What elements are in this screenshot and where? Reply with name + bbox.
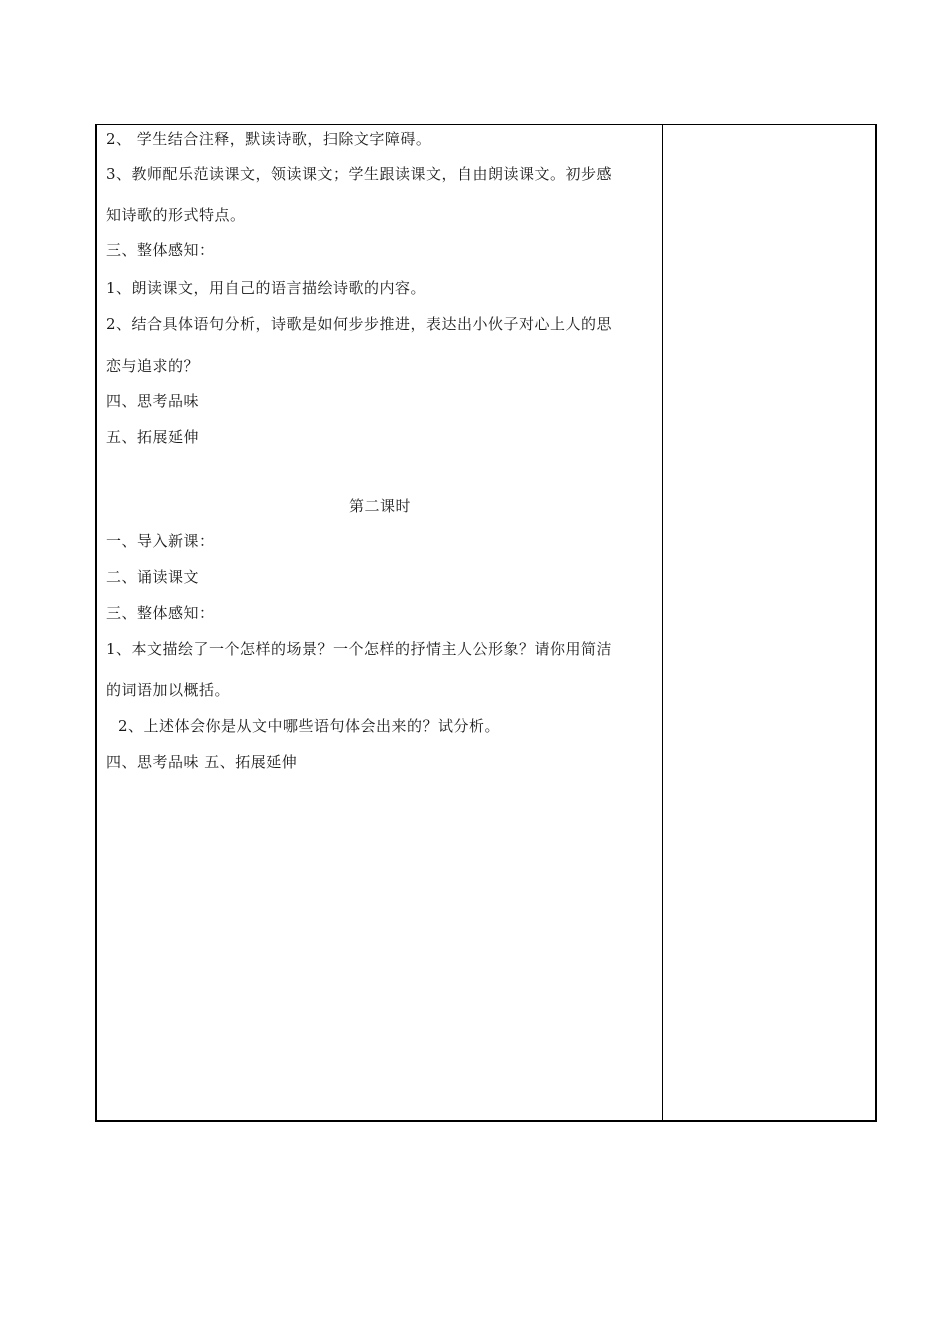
lesson-line-8: 四、思考品味 xyxy=(106,392,200,410)
lesson-line-5: 1、朗读课文，用自己的语言描绘诗歌的内容。 xyxy=(106,279,427,297)
lesson-line-4: 三、整体感知： xyxy=(106,241,215,259)
second-line-4: 1、本文描绘了一个怎样的场景？一个怎样的抒情主人公形象？请你用简洁 xyxy=(106,640,613,658)
lesson-line-9: 五、拓展延伸 xyxy=(106,428,200,446)
second-line-3: 三、整体感知： xyxy=(106,604,215,622)
second-line-5: 的词语加以概括。 xyxy=(106,681,231,699)
second-line-6: 2、上述体会你是从文中哪些语句体会出来的？试分析。 xyxy=(118,717,501,735)
lesson-table xyxy=(95,124,877,1122)
second-lesson-heading: 第二课时 xyxy=(348,497,411,515)
lesson-line-6: 2、结合具体语句分析，诗歌是如何步步推进，表达出小伙子对心上人的思 xyxy=(106,315,613,333)
lesson-line-1: 2、 学生结合注释，默读诗歌，扫除文字障碍。 xyxy=(106,130,432,148)
lesson-line-3: 知诗歌的形式特点。 xyxy=(106,206,246,224)
lesson-line-7: 恋与追求的？ xyxy=(106,357,200,375)
second-line-1: 一、导入新课： xyxy=(106,532,215,550)
second-line-7: 四、思考品味 五、拓展延伸 xyxy=(106,753,298,771)
second-line-2: 二、诵读课文 xyxy=(106,568,200,586)
column-divider xyxy=(662,125,663,1120)
lesson-line-2: 3、教师配乐范读课文，领读课文；学生跟读课文，自由朗读课文。初步感 xyxy=(106,165,613,183)
